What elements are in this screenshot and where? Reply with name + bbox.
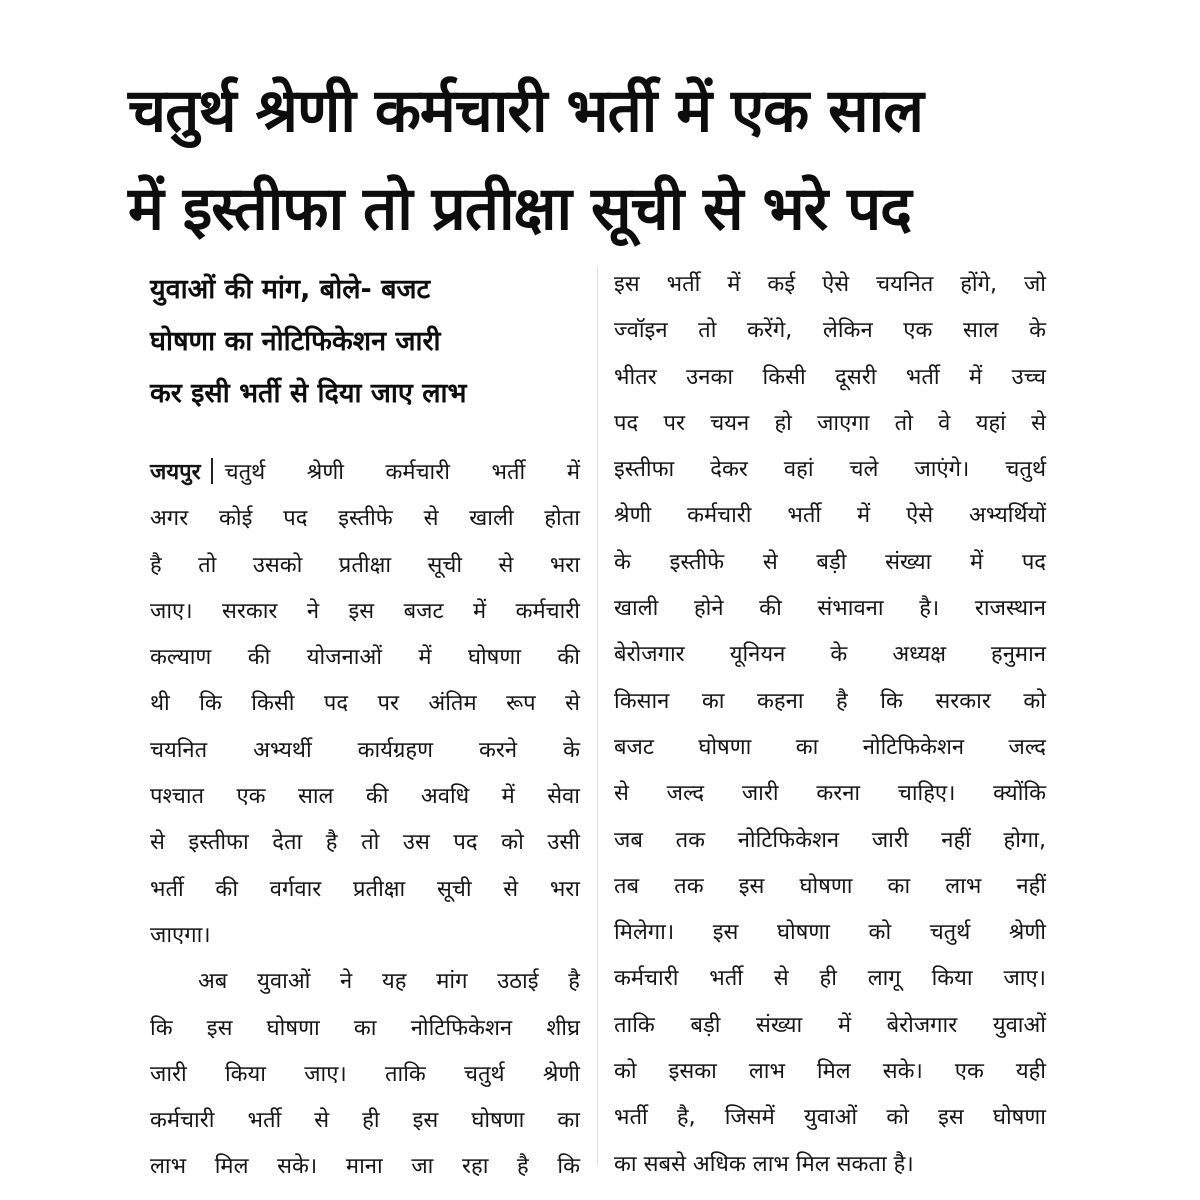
body-line: इस भर्ती में कई ऐसे चयनित होंगे, जो [614, 272, 1046, 297]
subheadline-line-2: घोषणा का नोटिफिकेशन जारी [150, 326, 441, 357]
body-line: के इस्तीफे से बड़ी संख्या में पद [614, 549, 1046, 575]
body-line: बजट घोषणा का नोटिफिकेशन जल्द [614, 734, 1046, 760]
body-line: है तो उसको प्रतीक्षा सूची से भरा [150, 552, 580, 578]
body-line: कि इस घोषणा का नोटिफिकेशन शीघ्र [150, 1015, 580, 1041]
body-line: खाली होने की संभावना है। राजस्थान [614, 596, 1046, 622]
article-body-left [150, 450, 580, 1191]
body-line-text: चतुर्थ श्रेणी कर्मचारी भर्ती में [224, 460, 580, 485]
body-line: से इस्तीफा देता है तो उस पद को उसी [150, 830, 580, 856]
body-line: जारी किया जाए। ताकि चतुर्थ श्रेणी [150, 1061, 580, 1087]
body-line: जाएगा। [150, 922, 211, 948]
body-line: से जल्द जारी करना चाहिए। क्योंकि [614, 781, 1046, 807]
body-line: कर्मचारी भर्ती से ही लागू किया जाए। [614, 966, 1046, 992]
body-line [150, 450, 580, 496]
body-line: श्रेणी कर्मचारी भर्ती में ऐसे अभ्यर्थियों [614, 503, 1046, 529]
body-line: जाए। सरकार ने इस बजट में कर्मचारी [150, 598, 580, 624]
body-line: भर्ती की वर्गवार प्रतीक्षा सूची से भरा [150, 876, 580, 902]
headline-line-2: में इस्तीफा तो प्रतीक्षा सूची से भरे पद [128, 174, 912, 244]
subheadline-line-3: कर इसी भर्ती से दिया जाए लाभ [150, 378, 467, 409]
body-line: ज्वॉइन तो करेंगे, लेकिन एक साल के [614, 318, 1046, 344]
body-line: इस्तीफा देकर वहां चले जाएंगे। चतुर्थ [614, 457, 1046, 483]
subheadline-line-1: युवाओं की मांग, बोले- बजट [150, 274, 431, 305]
body-line: चयनित अभ्यर्थी कार्यग्रहण करने के [150, 737, 580, 763]
body-line: मिलेगा। इस घोषणा को चतुर्थ श्रेणी [614, 920, 1046, 946]
dateline-separator [211, 458, 213, 484]
body-line: भर्ती है, जिसमें युवाओं को इस घोषणा [614, 1105, 1046, 1131]
body-line: अगर कोई पद इस्तीफे से खाली होता [150, 506, 580, 532]
article-column-left [150, 262, 580, 1191]
body-line: अब युवाओं ने यह मांग उठाई है [198, 969, 580, 995]
subheadline [150, 264, 580, 420]
headline-line-1: चतुर्थ श्रेणी कर्मचारी भर्ती में एक साल [128, 76, 923, 146]
body-line: लाभ मिल सके। माना जा रहा है कि [150, 1154, 580, 1180]
dateline: जयपुर [150, 460, 201, 485]
article-body-right [614, 262, 1046, 1188]
column-divider [597, 266, 598, 1166]
body-line: तब तक इस घोषणा का लाभ नहीं [614, 873, 1046, 899]
body-line: पश्चात एक साल की अवधि में सेवा [150, 784, 580, 810]
body-line: बेरोजगार यूनियन के अध्यक्ष हनुमान [614, 642, 1046, 668]
body-line: जब तक नोटिफिकेशन जारी नहीं होगा, [614, 827, 1046, 853]
body-line: किसान का कहना है कि सरकार को [614, 688, 1046, 714]
body-line: पद पर चयन हो जाएगा तो वे यहां से [614, 410, 1046, 436]
headline [128, 62, 1072, 258]
body-line: ताकि बड़ी संख्या में बेरोजगार युवाओं [614, 1012, 1046, 1038]
body-line: कर्मचारी भर्ती से ही इस घोषणा का [150, 1108, 580, 1134]
body-line: थी कि किसी पद पर अंतिम रूप से [150, 691, 580, 717]
article-column-right [614, 262, 1046, 1188]
body-line: का सबसे अधिक लाभ मिल सकता है। [614, 1151, 914, 1177]
body-line: को इसका लाभ मिल सके। एक यही [614, 1059, 1046, 1085]
body-line: कल्याण की योजनाओं में घोषणा की [150, 645, 580, 671]
body-line: भीतर उनका किसी दूसरी भर्ती में उच्च [614, 364, 1046, 390]
